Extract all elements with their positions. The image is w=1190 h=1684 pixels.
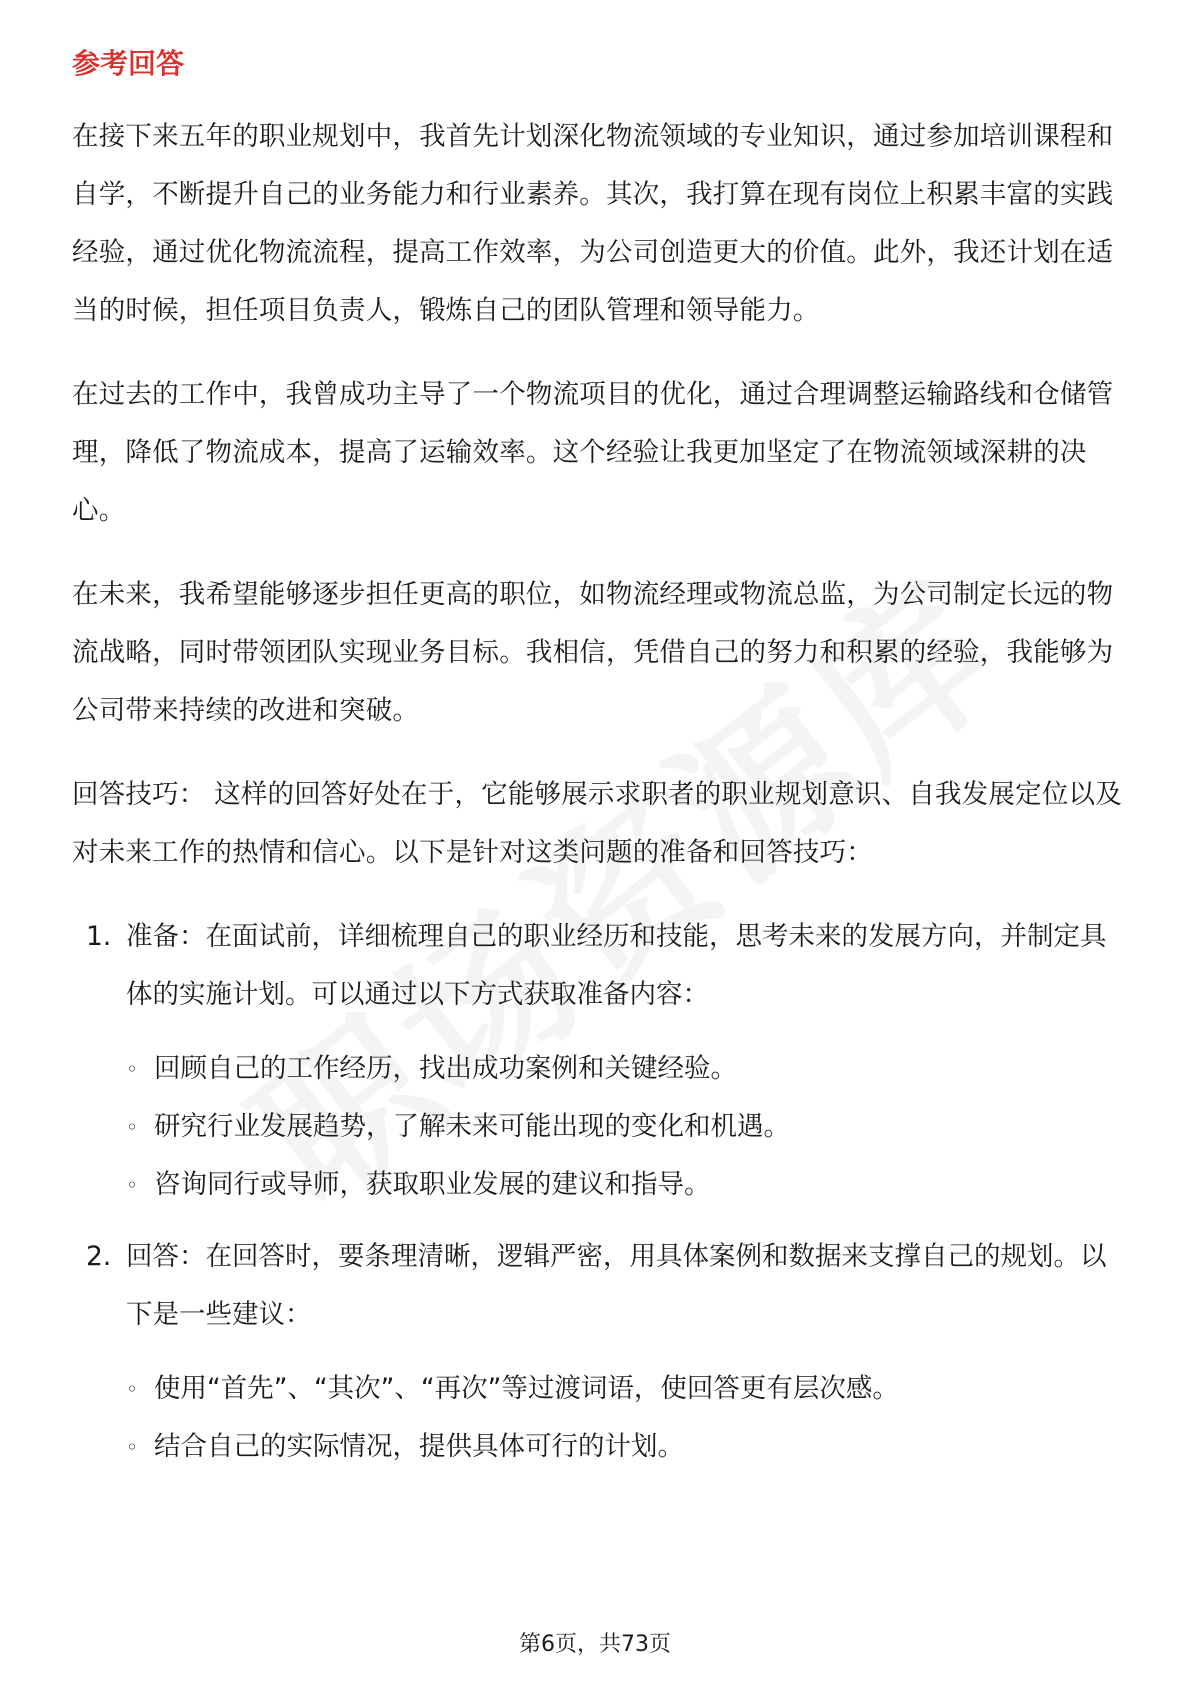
sub-list-item [126, 1098, 1122, 1156]
sub-list [126, 1360, 1122, 1476]
document-body [72, 44, 1122, 1490]
tips-paragraph: 回答技巧： 这样的回答好处在于，它能够展示求职者的职业规划意识、自我发展定位以及对未来工作的热情和信心。以下是针对这类问题的准备和回答技巧： [72, 779, 1122, 868]
sub-list-item-text: 结合自己的实际情况，提供具体可行的计划。 [154, 1431, 684, 1462]
list-item-text: 准备：在面试前，详细梳理自己的职业经历和技能，思考未来的发展方向，并制定具体的实施计划。可以通过以下方式获取准备内容： [126, 921, 1107, 1010]
list-item-text: 回答：在回答时，要条理清晰，逻辑严密，用具体案例和数据来支撑自己的规划。以下是一些建议： [126, 1241, 1107, 1330]
sub-list [126, 1040, 1122, 1214]
bullet-icon: ◦ [126, 1115, 138, 1139]
sub-list-item [126, 1418, 1122, 1476]
list-number: 1. [86, 921, 112, 952]
bullet-icon: ◦ [126, 1377, 138, 1401]
tips-list [72, 908, 1122, 1476]
section-heading: 参考回答 [72, 47, 185, 80]
sub-list-item-text: 研究行业发展趋势，了解未来可能出现的变化和机遇。 [154, 1111, 790, 1142]
list-item [72, 1228, 1122, 1476]
sub-list-item [126, 1360, 1122, 1418]
sub-list-item-text: 使用“首先”、“其次”、“再次”等过渡词语，使回答更有层次感。 [154, 1373, 899, 1404]
bullet-icon: ◦ [126, 1435, 138, 1459]
page-footer: 第6页，共73页 [519, 1632, 671, 1657]
sub-list-item-text: 咨询同行或导师，获取职业发展的建议和指导。 [154, 1169, 711, 1200]
paragraph: 在接下来五年的职业规划中，我首先计划深化物流领域的专业知识，通过参加培训课程和自学，不断提升自己的业务能力和行业素养。其次，我打算在现有岗位上积累丰富的实践经验，通过优化物流流程，提高工作效率，为公司创造更大的价值。此外，我还计划在适当的时候，担任项目负责人，锻炼自己的团队管理和领导能力。 [72, 121, 1114, 326]
paragraph: 在未来，我希望能够逐步担任更高的职位，如物流经理或物流总监，为公司制定长远的物流战略，同时带领团队实现业务目标。我相信，凭借自己的努力和积累的经验，我能够为公司带来持续的改进和突破。 [72, 579, 1114, 726]
paragraph: 在过去的工作中，我曾成功主导了一个物流项目的优化，通过合理调整运输路线和仓储管理，降低了物流成本，提高了运输效率。这个经验让我更加坚定了在物流领域深耕的决心。 [72, 379, 1114, 526]
list-number: 2. [86, 1241, 112, 1272]
sub-list-item [126, 1156, 1122, 1214]
list-item [72, 908, 1122, 1214]
bullet-icon: ◦ [126, 1057, 138, 1081]
sub-list-item-text: 回顾自己的工作经历，找出成功案例和关键经验。 [154, 1053, 737, 1084]
bullet-icon: ◦ [126, 1173, 138, 1197]
sub-list-item [126, 1040, 1122, 1098]
